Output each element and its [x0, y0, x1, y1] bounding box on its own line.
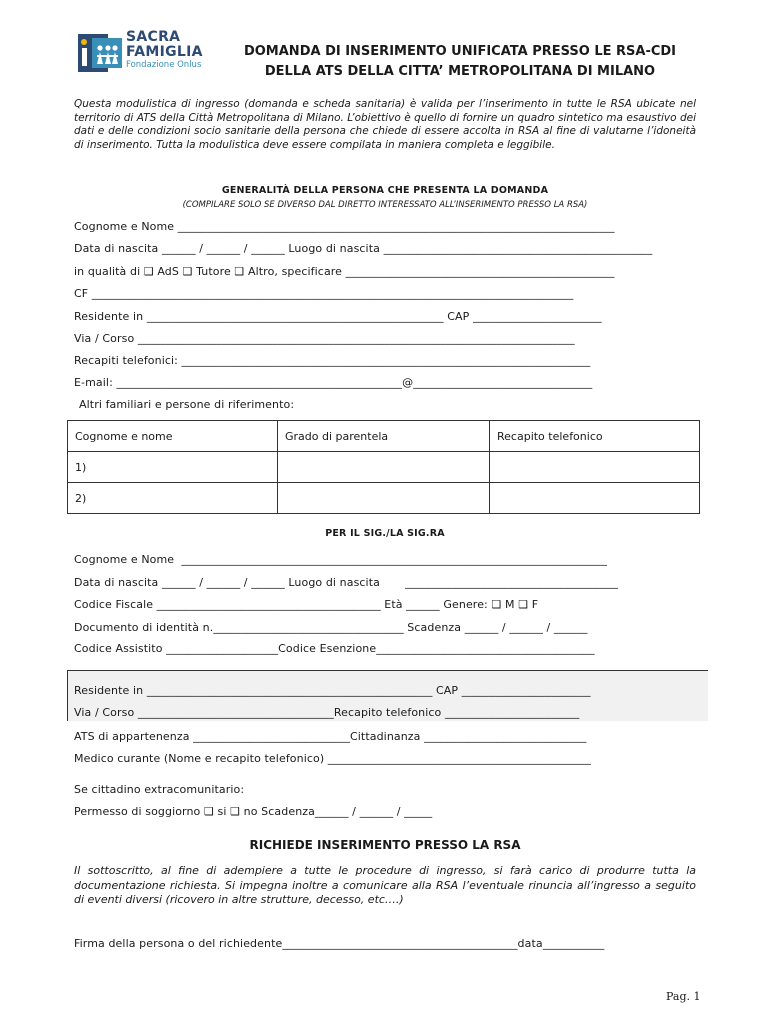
applicant-role-field[interactable]: in qualità di ❑ AdS ❑ Tutore ❑ Altro, specificare ________________________________________________	[74, 265, 615, 278]
table-cell[interactable]	[278, 452, 490, 483]
table-row	[68, 483, 700, 514]
applicant-note: (COMPILARE SOLO SE DIVERSO DAL DIRETTO INTERESSATO ALL’INSERIMENTO PRESSO LA RSA)	[182, 200, 588, 210]
applicant-birth-field[interactable]: Data di nascita ______ / ______ / ______ Luogo di nascita ________________________________________________	[74, 242, 653, 255]
table-cell[interactable]: 1)	[68, 452, 278, 483]
table-cell[interactable]	[490, 483, 700, 514]
document-title	[220, 42, 700, 82]
person-birth-field[interactable]: Data di nascita ______ / ______ / ______ Luogo di nascita ______________________________________	[74, 576, 618, 589]
person-residence-field[interactable]: Residente in ___________________________________________________ CAP _______________________	[74, 684, 591, 697]
applicant-email-field[interactable]: E-mail: ___________________________________________________@________________________________	[74, 376, 593, 389]
person-ats-field[interactable]: ATS di appartenenza ____________________________Cittadinanza _____________________________	[74, 730, 587, 743]
title-line2: DELLA ATS DELLA CITTA’ METROPOLITANA DI MILANO	[264, 64, 656, 79]
applicant-cf-field[interactable]: CF ______________________________________________________________________________________	[74, 287, 574, 300]
request-declaration: Il sottoscritto, al fine di adempiere a tutte le procedure di ingresso, si farà carico di produrre tutta la documentazione richiesta. Si impegna inoltre a comunicare alla RSA l’eventuale rinuncia all’ingresso a seguito di eventi diversi (ricovero in altre strutture, decesso, etc….)	[74, 864, 696, 906]
logo-line2: FAMIGLIA	[126, 44, 203, 60]
person-id-doc-field[interactable]: Documento di identità n.__________________________________ Scadenza ______ / ______ / ______	[74, 621, 588, 634]
person-cf-field[interactable]: Codice Fiscale ________________________________________ Età ______ Genere: ❑ M ❑ F	[74, 598, 539, 611]
table-header-cell: Cognome e nome	[68, 421, 278, 452]
intro-paragraph: Questa modulistica di ingresso (domanda e scheda sanitaria) è valida per l’inserimento in tutte le RSA ubicate nel territorio di ATS della Città Metropolitana di Milano. L’obiettivo è quello di fornire un quadro sintetico ma esaustivo dei dati e delle condizioni socio sanitarie della persona che chiede di essere accolta in RSA al fine di valutarne l’idoneità di inserimento. Tutta la modulistica deve essere compilata in maniera completa e leggibile.	[74, 98, 696, 151]
page-number: Pag. 1	[666, 990, 701, 1003]
table-cell[interactable]	[490, 452, 700, 483]
table-header-cell: Recapito telefonico	[490, 421, 700, 452]
applicant-name-field[interactable]: Cognome e Nome ______________________________________________________________________________	[74, 220, 615, 233]
person-address-field[interactable]: Via / Corso ___________________________________Recapito telefonico ________________________	[74, 706, 580, 719]
sacra-famiglia-logo	[78, 30, 218, 74]
logo-line1: SACRA	[126, 29, 181, 45]
others-label: Altri familiari e persone di riferimento:	[79, 398, 295, 411]
person-doctor-field[interactable]: Medico curante (Nome e recapito telefonico) _______________________________________________	[74, 752, 592, 765]
request-heading: RICHIEDE INSERIMENTO PRESSO LA RSA	[249, 838, 521, 852]
person-heading: PER IL SIG./LA SIG.RA	[325, 528, 445, 539]
logo-subtitle: Fondazione Onlus	[126, 60, 202, 70]
title-line1: DOMANDA DI INSERIMENTO UNIFICATA PRESSO LE RSA-CDI	[243, 44, 677, 59]
applicant-residence-field[interactable]: Residente in _____________________________________________________ CAP _______________________	[74, 310, 602, 323]
table-header-row	[68, 421, 700, 452]
reference-table	[67, 420, 700, 514]
family-logo-icon	[78, 34, 122, 72]
applicant-phone-field[interactable]: Recapiti telefonici: _________________________________________________________________________	[74, 354, 591, 367]
table-cell[interactable]: 2)	[68, 483, 278, 514]
table-header-cell: Grado di parentela	[278, 421, 490, 452]
person-name-field[interactable]: Cognome e Nome ____________________________________________________________________________	[74, 553, 607, 566]
signature-field[interactable]: Firma della persona o del richiedente__________________________________________data___________	[74, 937, 605, 950]
applicant-address-field[interactable]: Via / Corso ______________________________________________________________________________	[74, 332, 575, 345]
table-cell[interactable]	[278, 483, 490, 514]
extracomunitario-label: Se cittadino extracomunitario:	[74, 783, 245, 796]
table-row	[68, 452, 700, 483]
permit-field[interactable]: Permesso di soggiorno ❑ si ❑ no Scadenza______ / ______ / _____	[74, 805, 433, 818]
person-codes-field[interactable]: Codice Assistito ____________________Codice Esenzione_______________________________________	[74, 642, 595, 655]
applicant-heading: GENERALITÀ DELLA PERSONA CHE PRESENTA LA DOMANDA	[221, 185, 549, 196]
